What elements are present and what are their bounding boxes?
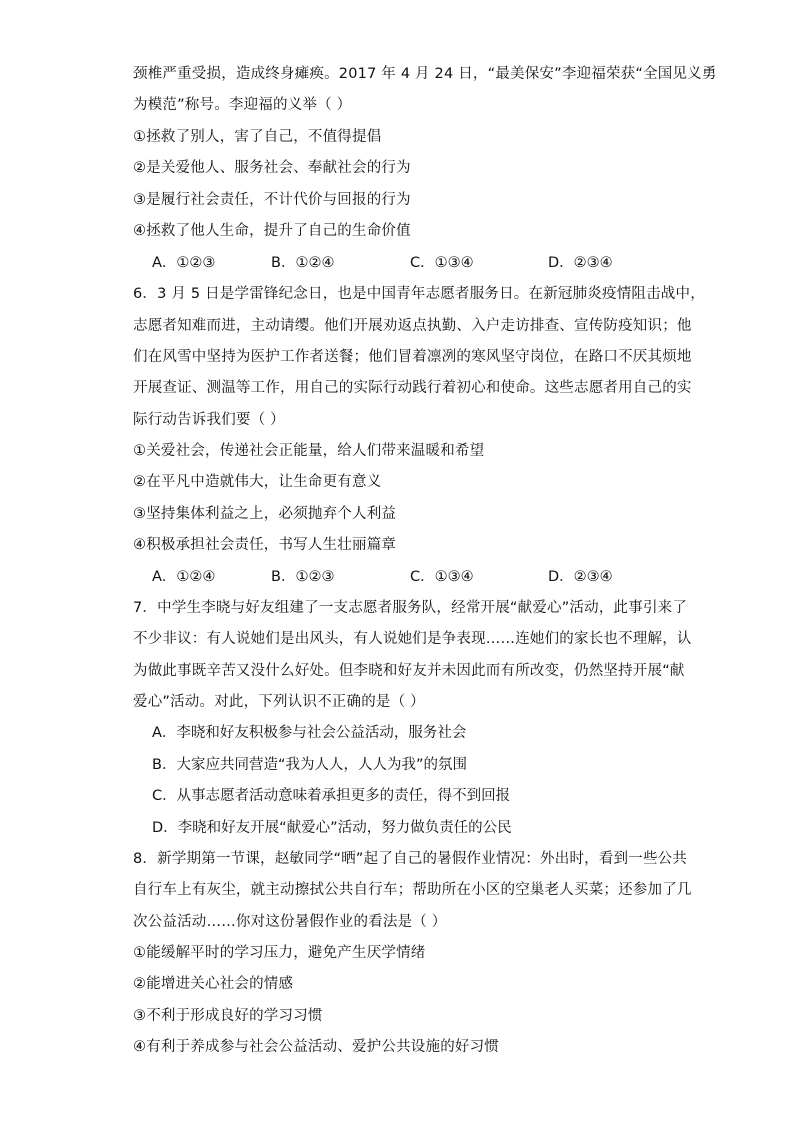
q8-item-1: ①能缓解平时的学习压力，避免产生厌学情绪 bbox=[133, 945, 426, 961]
q6-stem-line-4: 开展查证、测温等工作，用自己的实际行动践行着初心和使命。这些志愿者用自己的实 bbox=[133, 380, 692, 396]
q6-item-1: ①关爱社会，传递社会正能量，给人们带来温暖和希望 bbox=[133, 443, 485, 459]
q5-option-d: D．②③④ bbox=[548, 255, 613, 271]
q7-choice-c: C．从事志愿者活动意味着承担更多的责任，得不到回报 bbox=[152, 788, 511, 804]
q8-item-2: ②能增进关心社会的情感 bbox=[133, 976, 294, 992]
q6-stem-line-3: 们在风雪中坚持为医护工作者送餐；他们冒着凛冽的寒风坚守岗位，在路口不厌其烦地 bbox=[133, 349, 692, 365]
q5-item-4: ④拯救了他人生命，提升了自己的生命价值 bbox=[133, 223, 411, 239]
q5-stem-line-2: 为模范”称号。李迎福的义举（ ） bbox=[133, 97, 352, 113]
q8-item-4: ④有利于养成参与社会公益活动、爱护公共设施的好习惯 bbox=[133, 1039, 499, 1055]
q6-stem-line-5: 际行动告诉我们要（ ） bbox=[133, 412, 285, 428]
q6-option-c: C．①③④ bbox=[410, 569, 474, 585]
q8-stem-line-1: 8．新学期第一节课，赵敏同学“晒”起了自己的暑假作业情况：外出时，看到一些公共 bbox=[133, 851, 688, 867]
q7-choice-d: D．李晓和好友开展“献爱心”活动，努力做负责任的公民 bbox=[152, 820, 512, 836]
q6-item-3: ③坚持集体利益之上，必须抛弃个人利益 bbox=[133, 506, 397, 522]
q7-stem-line-3: 为做此事既辛苦又没什么好处。但李晓和好友并未因此而有所改变，仍然坚持开展“献 bbox=[133, 663, 685, 679]
q5-stem-line-1: 颈椎严重受损，造成终身瘫痪。2017 年 4 月 24 日，“最美保安”李迎福荣获“全国见义勇 bbox=[133, 66, 717, 82]
q7-choice-b: B．大家应共同营造“我为人人，人人为我”的氛围 bbox=[152, 757, 467, 773]
q6-stem-line-1: 6．3 月 5 日是学雷锋纪念日，也是中国青年志愿者服务日。在新冠肺炎疫情阻击战中， bbox=[133, 286, 705, 302]
q6-option-d: D．②③④ bbox=[548, 569, 613, 585]
q8-item-3: ③不利于形成良好的学习习惯 bbox=[133, 1008, 323, 1024]
q5-option-c: C．①③④ bbox=[410, 255, 474, 271]
q6-item-4: ④积极承担社会责任，书写人生壮丽篇章 bbox=[133, 537, 397, 553]
q5-item-2: ②是关爱他人、服务社会、奉献社会的行为 bbox=[133, 160, 411, 176]
q6-stem-line-2: 志愿者知难而进，主动请缨。他们开展劝返点执勤、入户走访排查、宣传防疫知识；他 bbox=[133, 318, 692, 334]
q5-item-1: ①拯救了别人，害了自己，不值得提倡 bbox=[133, 129, 382, 145]
q5-option-b: B．①②④ bbox=[271, 255, 335, 271]
q7-stem-line-1: 7．中学生李晓与好友组建了一支志愿者服务队，经常开展“献爱心”活动，此事引来了 bbox=[133, 600, 688, 616]
q5-option-a: A．①②③ bbox=[152, 255, 216, 271]
q7-stem-line-2: 不少非议：有人说她们是出风头，有人说她们是争表现……连她们的家长也不理解，认 bbox=[133, 631, 692, 647]
q6-option-a: A．①②④ bbox=[152, 569, 216, 585]
q6-item-2: ②在平凡中造就伟大，让生命更有意义 bbox=[133, 474, 382, 490]
q6-option-b: B．①②③ bbox=[271, 569, 335, 585]
q8-stem-line-3: 次公益活动……你对这份暑假作业的看法是（ ） bbox=[133, 914, 447, 930]
q5-item-3: ③是履行社会责任，不计代价与回报的行为 bbox=[133, 192, 411, 208]
q8-stem-line-2: 自行车上有灰尘，就主动擦拭公共自行车；帮助所在小区的空巢老人买菜；还参加了几 bbox=[133, 882, 692, 898]
q7-stem-line-4: 爱心”活动。对此，下列认识不正确的是（ ） bbox=[133, 694, 425, 710]
q7-choice-a: A．李晓和好友积极参与社会公益活动，服务社会 bbox=[152, 725, 467, 741]
